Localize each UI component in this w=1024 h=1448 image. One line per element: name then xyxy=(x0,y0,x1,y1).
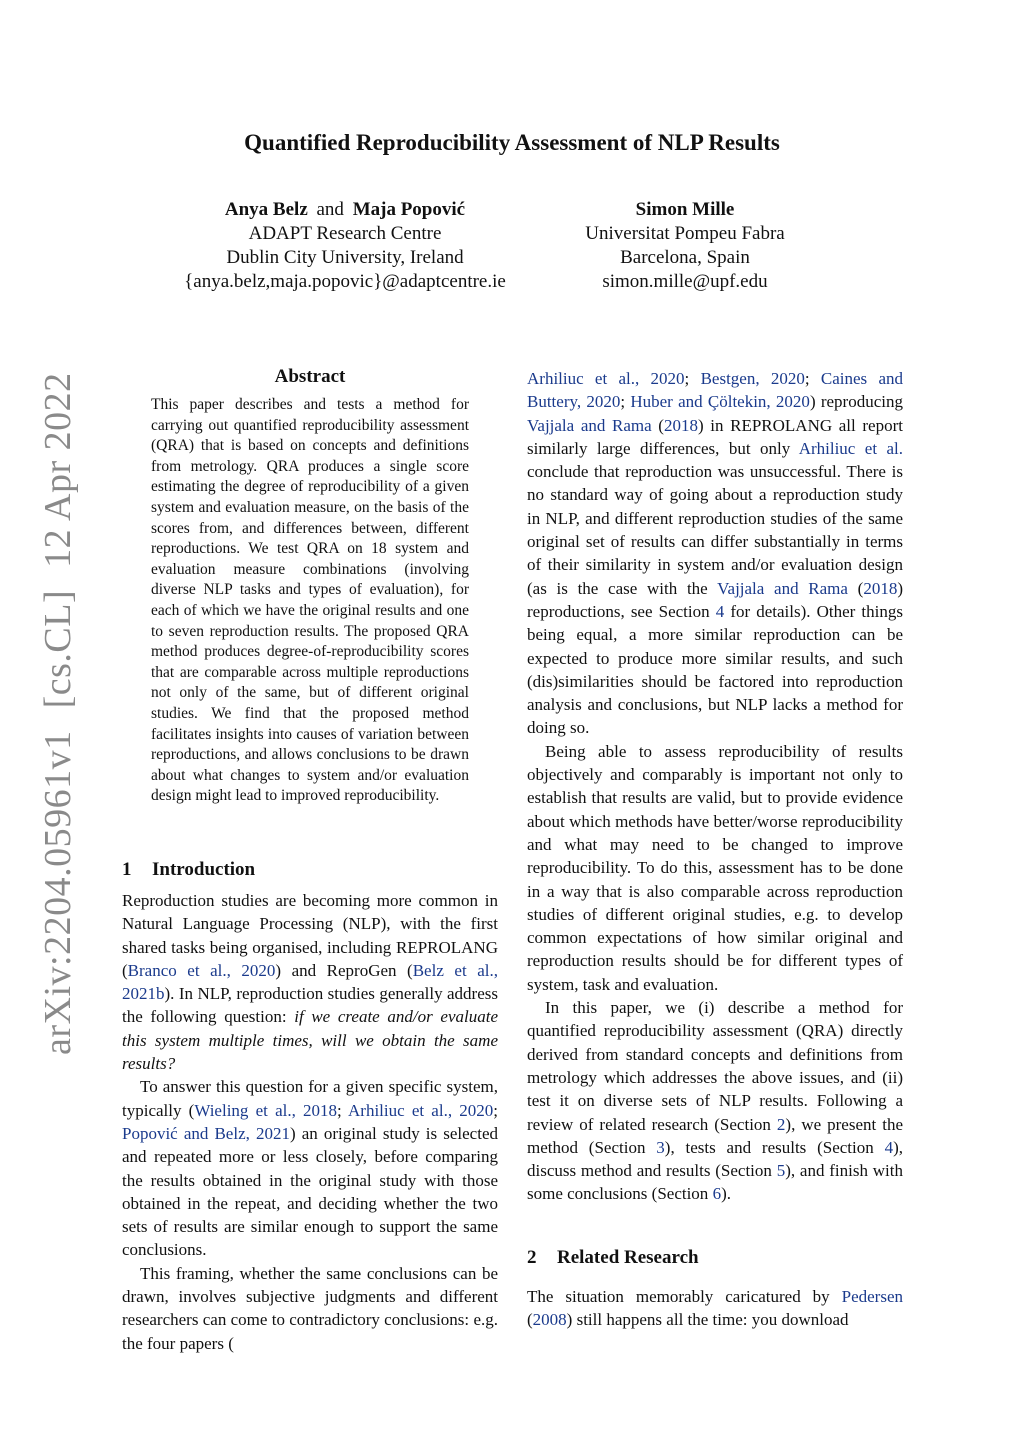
citation-link[interactable]: Branco et al., 2020 xyxy=(127,960,276,980)
section-link[interactable]: 5 xyxy=(776,1161,786,1181)
section-link[interactable]: 6 xyxy=(712,1184,722,1204)
author-email: {anya.belz,maja.popovic}@adaptcentre.ie xyxy=(184,271,506,292)
text-run: ), we present the method (Section xyxy=(527,1114,904,1157)
citation-link[interactable]: Arhiliuc et al., 2020 xyxy=(527,369,685,388)
citation-link[interactable]: Pedersen xyxy=(841,1287,903,1306)
section-heading-related-research xyxy=(527,1247,699,1269)
text-run: ). xyxy=(721,1184,731,1204)
paper-title: Quantified Reproducibility Assessment of NLP Results xyxy=(244,130,780,155)
abstract-heading: Abstract xyxy=(274,366,346,387)
author-affiliation: ADAPT Research Centre xyxy=(248,223,442,244)
citation-link[interactable]: 2018 xyxy=(863,578,898,598)
text-run: The situation memorably caricatured by xyxy=(527,1287,842,1306)
arxiv-stamp xyxy=(36,350,80,1055)
section-link[interactable]: 4 xyxy=(884,1137,894,1157)
intro-paragraph-5 xyxy=(527,996,903,1206)
section-link[interactable]: 3 xyxy=(656,1137,665,1157)
author-institution: Dublin City University, Ireland xyxy=(226,247,464,268)
text-run: ) in REPROLANG all report similarly large differences, but only xyxy=(527,415,903,458)
author-name: Simon Mille xyxy=(635,199,735,220)
author-location: Barcelona, Spain xyxy=(620,247,750,268)
text-run: ). In NLP, reproduction studies generally address the following question: xyxy=(122,984,498,1027)
citation-link[interactable]: Vajjala and Rama xyxy=(527,415,652,435)
text-run: ; xyxy=(620,392,631,412)
section-link[interactable]: 4 xyxy=(715,601,725,621)
text-run: To answer this question for a given specific system, typically ( xyxy=(122,1077,498,1120)
citation-link[interactable]: Popović and Belz, 2021 xyxy=(122,1123,290,1143)
text-run: Reproduction studies are becoming more common in Natural Language Processing (NLP), with the first shared tasks being organised, including REPROLANG ( xyxy=(122,891,498,980)
section-title: Introduction xyxy=(152,859,256,880)
intro-paragraph-4: Being able to assess reproducibility of results objectively and comparably is important not only to establish that results are valid, but to provide evidence about which methods have better/worse reproducibility and what may need to be changed to improve reproducibility. To do this, assessment has to be done in a way that is also comparable across reproduction studies of different original studies, e.g. to develop common expectations of how similar original and reproduction results should be for different types of system, task and evaluation. xyxy=(527,741,903,994)
author-affiliation: Universitat Pompeu Fabra xyxy=(585,223,785,244)
author-name: Anya Belz xyxy=(224,199,308,220)
citation-link[interactable]: Vajjala and Rama xyxy=(717,578,848,598)
related-paragraph-1 xyxy=(527,1285,903,1332)
research-question: if we create and/or evaluate this system multiple times, will we obtain the same results? xyxy=(122,1007,498,1074)
author-block-right xyxy=(560,198,810,294)
section-number: 1 xyxy=(122,859,132,880)
section-title: Related Research xyxy=(557,1247,699,1268)
text-run: for details). Other things being equal, a more similar reproduction can be expected to produce more similar results, and such (dis)similarities should be factored into reproduction analysis and conclusions, but NLP lacks a method for doing so. xyxy=(527,601,903,738)
text-run: ) an original study is selected and repeated more or less closely, before comparing the results obtained in the original study with those obtained in the repeat, and deciding whether the two sets of results are similar enough to support the same conclusions. xyxy=(122,1123,498,1260)
citation-link[interactable]: Wieling et al., 2018 xyxy=(194,1100,338,1120)
text-run: In this paper, we (i) describe a method for quantified reproducibility assessment (QRA) directly derived from standard concepts and definitions from metrology which addresses the above issues, and (ii) test it on diverse sets of NLP results. Following a review of related research (Section xyxy=(527,998,903,1134)
citation-link[interactable]: Bestgen, 2020 xyxy=(700,369,805,388)
text-run: This framing, whether the same conclusions can be drawn, involves subjective judgments and different researchers can come to contradictory conclusions: e.g. the four papers ( xyxy=(122,1263,498,1353)
intro-paragraph-3-cont xyxy=(527,367,903,740)
text-run: ), discuss method and results (Section xyxy=(527,1137,903,1181)
arxiv-id: arXiv:2204.05961v1 xyxy=(37,730,79,1055)
citation-link[interactable]: Belz et al., 2021b xyxy=(122,960,498,1004)
intro-paragraph-2 xyxy=(122,1075,498,1261)
text-run: ; xyxy=(684,369,701,388)
citation-link[interactable]: Huber and Çöltekin, 2020 xyxy=(630,392,810,412)
section-heading-introduction xyxy=(122,859,255,881)
intro-right-column xyxy=(527,367,903,1206)
text-run: ), tests and results (Section xyxy=(664,1137,885,1157)
arxiv-category: [cs.CL] xyxy=(37,589,79,709)
citation-link[interactable]: 2008 xyxy=(532,1310,567,1330)
text-run: ) reproductions, see Section xyxy=(527,578,903,621)
author-conjunction: and xyxy=(316,199,344,220)
text-run: ) reproducing xyxy=(809,392,903,412)
text-run: ) and ReproGen ( xyxy=(275,960,413,980)
author-email: simon.mille@upf.edu xyxy=(602,271,768,292)
text-run: ; xyxy=(337,1100,349,1120)
text-run: ; xyxy=(493,1100,498,1120)
citation-link[interactable]: Arhiliuc et al., 2020 xyxy=(348,1100,494,1120)
abstract-text: This paper describes and tests a method for carrying out quantified reproducibility assessment (QRA) that is based on concepts and definitions from metrology. QRA produces a single score estimating the degree of reproducibility of a given system and evaluation measure, on the basis of the scores from, and differences between, different reproductions. We test QRA on 18 system and evaluation measure combinations (involving diverse NLP tasks and types of evaluation), for each of which we have the original results and one to seven reproduction results. The proposed QRA method produces degree-of-reproducibility scores that are comparable across multiple reproductions not only of the same, but of different original studies. We find that the proposed method facilitates insights into causes of variation between reproductions, and allows conclusions to be drawn about what changes to system and/or evaluation design might lead to improved reproducibility. xyxy=(151,396,469,805)
intro-paragraph-1 xyxy=(122,889,498,1075)
intro-left-column xyxy=(122,889,498,1355)
citation-link[interactable]: Caines and Buttery, 2020 xyxy=(527,369,903,412)
related-research-text xyxy=(527,1285,903,1332)
text-run: ) still happens all the time: you download xyxy=(566,1310,849,1330)
author-names xyxy=(150,198,540,222)
citation-link[interactable]: Arhiliuc et al. xyxy=(798,438,903,458)
text-run: ), and finish with some conclusions (Section xyxy=(527,1161,903,1204)
intro-paragraph-3-start xyxy=(122,1262,498,1355)
text-run: conclude that reproduction was unsuccessful. There is no standard way of going about a reproduction study in NLP, and different reproduction studies of the same original set of results can differ substantially in terms of their similarity in system and/or evaluation design (as is the case with the xyxy=(527,462,903,598)
author-name: Maja Popović xyxy=(352,199,466,220)
text-run: ( xyxy=(847,578,864,598)
section-link[interactable]: 2 xyxy=(776,1114,786,1134)
author-block-left xyxy=(150,198,540,294)
section-number: 2 xyxy=(527,1247,537,1268)
arxiv-date: 12 Apr 2022 xyxy=(37,372,79,568)
text-run: ( xyxy=(651,415,664,435)
citation-link[interactable]: 2018 xyxy=(663,415,698,435)
text-run: ; xyxy=(804,369,821,388)
text-run: ( xyxy=(527,1310,533,1330)
